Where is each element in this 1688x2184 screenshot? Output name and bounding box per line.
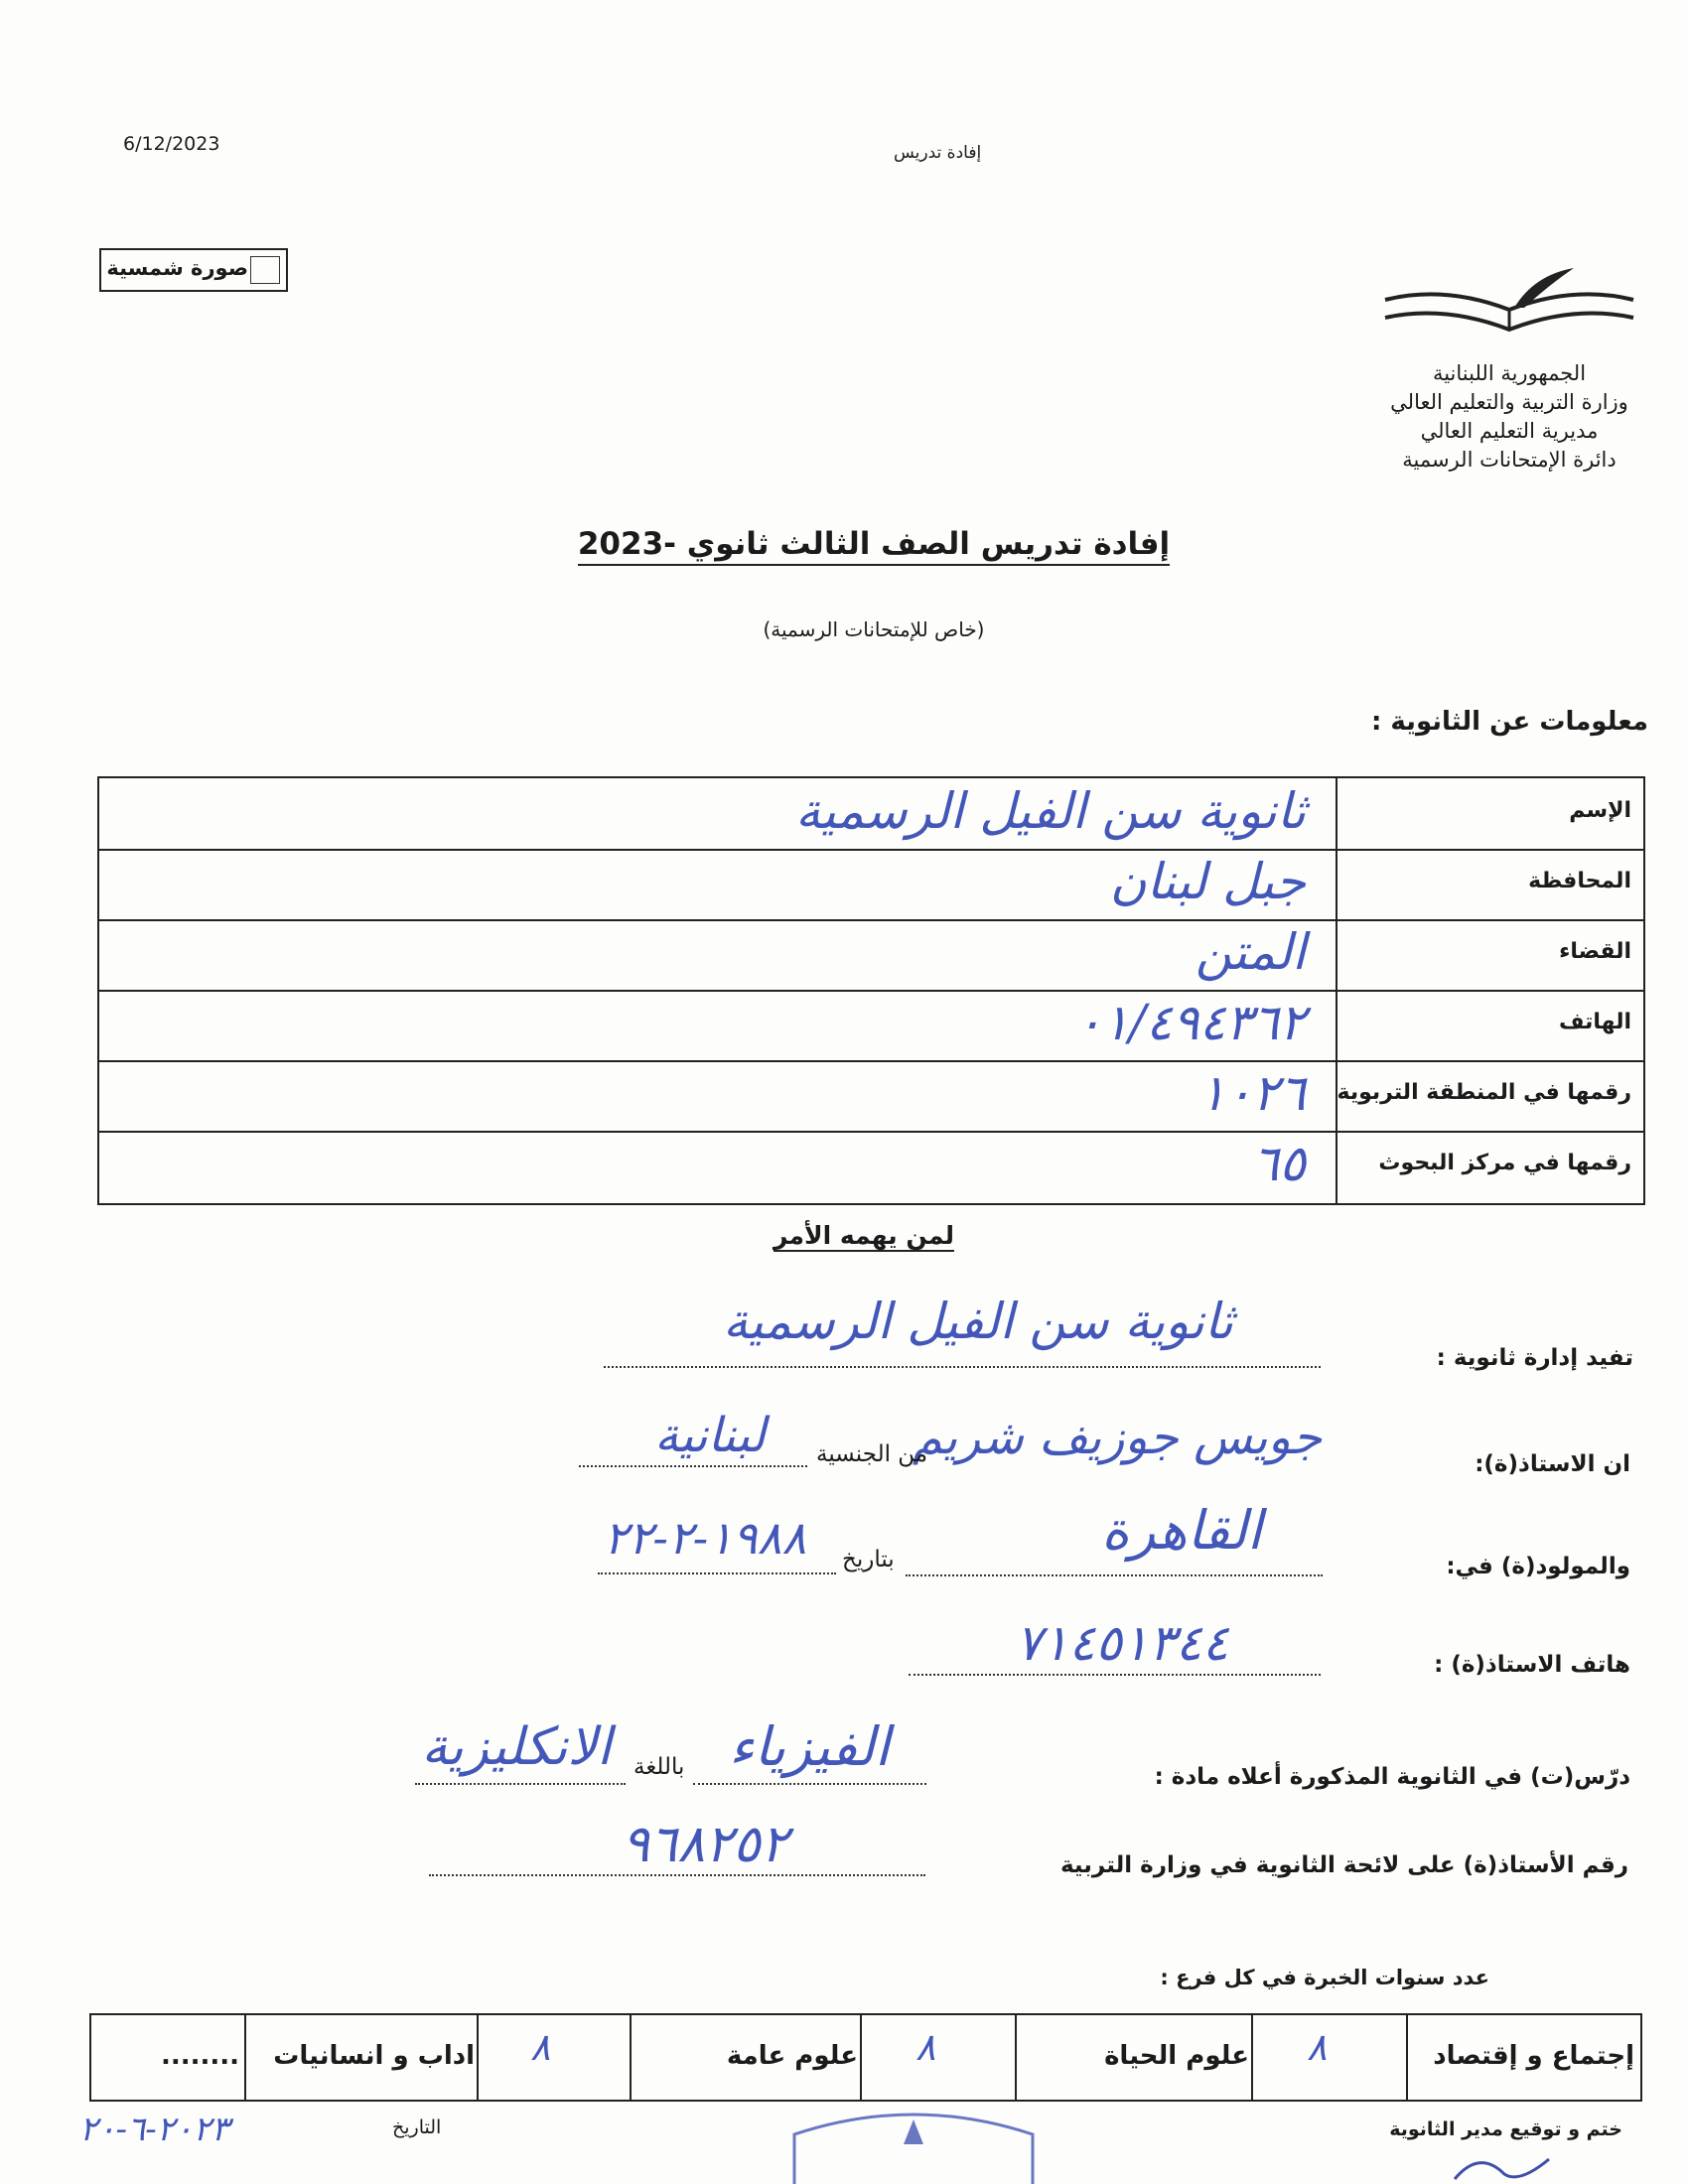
social-economic-value: ٨ bbox=[1307, 2025, 1328, 2069]
language-label: باللغة bbox=[633, 1754, 685, 1780]
life-sciences-label: علوم الحياة bbox=[1104, 2041, 1249, 2071]
photo-icon bbox=[250, 256, 280, 284]
phone-label: هاتف الاستاذ(ة) : bbox=[1434, 1652, 1630, 1678]
born-place-value: القاهرة bbox=[1101, 1499, 1262, 1562]
table-row bbox=[99, 990, 1643, 1062]
language-value: الانكليزية bbox=[421, 1717, 612, 1777]
phone-value: ٧١٤٥١٣٤٤ bbox=[1015, 1614, 1229, 1672]
row-value: ١٠٢٦ bbox=[1198, 1064, 1306, 1122]
subject-value: الفيزياء bbox=[729, 1715, 890, 1778]
born-label: والمولود(ة) في: bbox=[1446, 1554, 1630, 1579]
humanities-label: اداب و انسانيات bbox=[273, 2041, 475, 2071]
row-label: رقمها في المنطقة التربوية bbox=[1336, 1080, 1631, 1105]
table-row bbox=[99, 778, 1643, 851]
registry-label: رقم الأستاذ(ة) على لائحة الثانوية في وزارة التربية bbox=[1059, 1852, 1628, 1878]
header-title: إفادة تدريس bbox=[894, 143, 982, 163]
photo-box-label: صورة شمسية bbox=[106, 256, 248, 280]
photo-box bbox=[99, 248, 288, 292]
ministry-line: مديرية التعليم العالي bbox=[1420, 419, 1599, 443]
main-title: إفادة تدريس الصف الثالث ثانوي -2023 bbox=[578, 526, 1170, 566]
table-row bbox=[99, 849, 1643, 921]
signature-label: ختم و توقيع مدير الثانوية bbox=[1389, 2118, 1622, 2140]
row-label: الهاتف bbox=[1558, 1010, 1631, 1034]
school-label: تفيد إدارة ثانوية : bbox=[1436, 1345, 1633, 1371]
row-value: ٠١/٤٩٤٣٦٢ bbox=[1075, 994, 1306, 1051]
table-row bbox=[99, 1060, 1643, 1133]
life-sciences-value: ٨ bbox=[915, 2025, 936, 2069]
teacher-label: ان الاستاذ(ة): bbox=[1475, 1451, 1630, 1477]
row-value: ثانوية سن الفيل الرسمية bbox=[794, 782, 1306, 840]
registry-value: ٩٦٨٢٥٢ bbox=[622, 1815, 788, 1874]
general-sciences-value: ٨ bbox=[530, 2025, 551, 2069]
row-label: رقمها في مركز البحوث bbox=[1378, 1151, 1631, 1175]
social-economic-label: إجتماع و إقتصاد bbox=[1433, 2041, 1634, 2071]
date-label: بتاريخ bbox=[842, 1547, 895, 1572]
humanities-value: ........ bbox=[161, 2041, 240, 2071]
ministry-block bbox=[1360, 359, 1658, 475]
table-row bbox=[99, 1131, 1643, 1201]
experience-table bbox=[89, 2013, 1642, 2102]
row-label: المحافظة bbox=[1528, 869, 1631, 893]
row-label: الإسم bbox=[1569, 798, 1631, 823]
row-value: جبل لبنان bbox=[1109, 853, 1306, 910]
footer-date-label: التاريخ bbox=[392, 2116, 442, 2138]
signature-icon bbox=[1450, 2144, 1559, 2184]
ministry-logo-icon bbox=[1375, 260, 1643, 349]
table-row bbox=[99, 919, 1643, 992]
subtitle: (خاص للإمتحانات الرسمية) bbox=[763, 617, 985, 641]
footer-date-value: ٢٠٢٣-٦-٢٠ bbox=[79, 2110, 229, 2149]
ministry-line: دائرة الإمتحانات الرسمية bbox=[1402, 448, 1617, 472]
school-stamp-icon bbox=[784, 2105, 1043, 2184]
school-info-heading: معلومات عن الثانوية : bbox=[1370, 707, 1648, 737]
to-whom-heading: لمن يهمه الأمر bbox=[773, 1221, 955, 1250]
row-value: المتن bbox=[1195, 923, 1306, 981]
general-sciences-label: علوم عامة bbox=[726, 2041, 858, 2071]
ministry-line: الجمهورية اللبنانية bbox=[1432, 361, 1587, 385]
row-label: القضاء bbox=[1559, 939, 1631, 964]
experience-heading: عدد سنوات الخبرة في كل فرع : bbox=[1160, 1966, 1489, 1989]
subject-label: درّس(ت) في الثانوية المذكورة أعلاه مادة : bbox=[1154, 1764, 1630, 1790]
school-value: ثانوية سن الفيل الرسمية bbox=[722, 1293, 1234, 1350]
nationality-value: لبنانية bbox=[654, 1408, 766, 1463]
print-date: 6/12/2023 bbox=[123, 133, 220, 155]
school-info-table bbox=[97, 776, 1645, 1205]
ministry-line: وزارة التربية والتعليم العالي bbox=[1390, 390, 1628, 414]
row-value: ٦٥ bbox=[1252, 1135, 1306, 1192]
born-date-value: ١٩٨٨-٢-٢٢ bbox=[603, 1511, 807, 1565]
teacher-value: جويس جوزيف شريم bbox=[912, 1410, 1323, 1465]
nationality-label: من الجنسية bbox=[816, 1441, 928, 1467]
